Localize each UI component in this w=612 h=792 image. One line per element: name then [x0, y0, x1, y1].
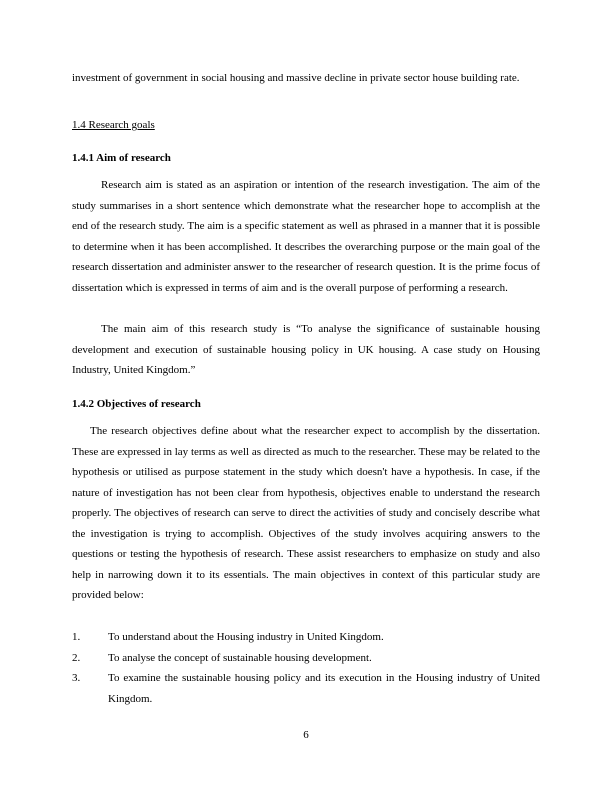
objective-list-item [72, 627, 540, 648]
aim-paragraph-1: Research aim is stated as an aspiration or intention of the research investigation. The aim of the study summarises in a short sentence which demonstrate what the researcher hope to accomplish at the end of the research study. The aim is a specific statement as well as phrased in a manner that it is possible to determine when it has been accomplished. It describes the overarching purpose or the main goal of the research dissertation and administer answer to the researcher of research question. It is the prime focus of dissertation which is expressed in terms of aim and is the overall purpose of performing a research. [72, 179, 540, 294]
list-text: To analyse the concept of sustainable housing development. [108, 652, 372, 664]
list-number: 1. [72, 631, 81, 643]
section-heading-research-goals: 1.4 Research goals [72, 119, 155, 131]
objective-list-item [72, 668, 540, 709]
objective-list-item [72, 648, 540, 669]
aim-paragraph-2: The main aim of this research study is “To analyse the significance of sustainable housing development and execution of sustainable housing policy in UK housing. A case study on Housing Industry, United Kingdom.” [72, 323, 540, 376]
list-text: To examine the sustainable housing policy and its execution in the Housing industry of United Kingdom. [108, 672, 540, 705]
aim-heading: 1.4.1 Aim of research [72, 152, 171, 164]
list-number: 3. [72, 672, 81, 684]
intro-continuation-paragraph: investment of government in social housing and massive decline in private sector house building rate. [72, 72, 520, 84]
objectives-heading: 1.4.2 Objectives of research [72, 398, 201, 410]
page-number: 6 [303, 729, 309, 741]
objectives-paragraph: The research objectives define about what the researcher expect to accomplish by the dissertation. These are expressed in lay terms as well as directed as much to the researcher. These may be related to the hypothesis or utilised as purpose statement in the study which doesn't have a hypothesis. In case, if the nature of investigation has not been clear from hypothesis, objectives enable to understand the research properly. The objectives of research can serve to direct the activities of study and concisely describe what the investigation is trying to accomplish. Objectives of the study involves acquiring answers to the questions or testing the hypothesis of research. These assist researchers to emphasize on study and also help in narrowing down it to its essentials. The main objectives in context of this particular study are provided below: [72, 425, 540, 601]
list-text: To understand about the Housing industry in United Kingdom. [108, 631, 384, 643]
list-number: 2. [72, 652, 81, 664]
